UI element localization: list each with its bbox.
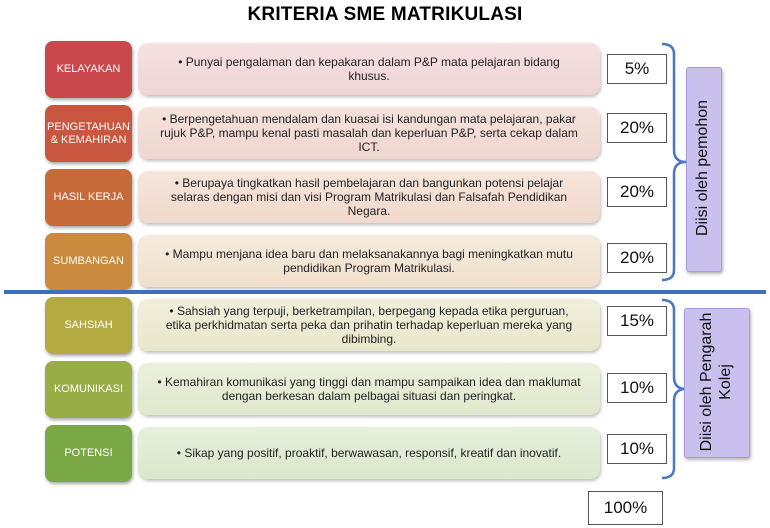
criterion-weight-sahsiah: 15% <box>607 306 667 336</box>
criterion-weight-komunikasi: 10% <box>607 373 667 403</box>
criterion-description-kelayakan: • Punyai pengalaman dan kepakaran dalam P&P mata pelajaran bidang khusus. <box>138 43 600 95</box>
total-weight: 100% <box>588 491 663 525</box>
criterion-description-sahsiah: • Sahsiah yang terpuji, berketrampilan, berpegang kepada etika perguruan, etika perkhidmatan serta peka dan prihatin terhadap keperluan mereka yang dibimbing. <box>138 299 600 351</box>
section-divider <box>4 290 766 294</box>
criterion-weight-kelayakan: 5% <box>607 54 667 84</box>
criterion-weight-potensi: 10% <box>607 434 667 464</box>
criterion-description-komunikasi: • Kemahiran komunikasi yang tinggi dan mampu sampaikan idea dan maklumat dengan berkesan dalam pelbagai situasi dan peringkat. <box>138 363 600 415</box>
criterion-label-kelayakan: KELAYAKAN <box>45 41 132 98</box>
group-director-label: Diisi oleh Pengarah Kolej <box>698 312 734 452</box>
group-applicant-label: Diisi oleh pemohon <box>694 99 711 237</box>
criterion-weight-sumbangan: 20% <box>607 243 667 273</box>
criterion-description-sumbangan: • Mampu menjana idea baru dan melaksanakannya bagi meningkatkan mutu pendidikan Program Matrikulasi. <box>138 235 600 287</box>
criterion-label-potensi: POTENSI <box>45 425 132 482</box>
criterion-label-hasil-kerja: HASIL KERJA <box>45 169 132 226</box>
criterion-weight-pengetahuan: 20% <box>607 113 667 143</box>
criterion-label-sahsiah: SAHSIAH <box>45 297 132 354</box>
criterion-weight-hasil-kerja: 20% <box>607 177 667 207</box>
criterion-description-pengetahuan: • Berpengetahuan mendalam dan kuasai isi kandungan mata pelajaran, pakar rujuk P&P, mampu kenal pasti masalah dan keperluan P&P, serta cekap dalam ICT. <box>138 107 600 159</box>
criterion-label-pengetahuan: PENGETAHUAN & KEMAHIRAN <box>45 105 132 162</box>
page-title: KRITERIA SME MATRIKULASI <box>247 4 523 25</box>
criterion-description-hasil-kerja: • Berupaya tingkatkan hasil pembelajaran dan bangunkan potensi pelajar selaras dengan misi dan visi Program Matrikulasi dan Falsafah Pendidikan Negara. <box>138 171 600 223</box>
criterion-label-komunikasi: KOMUNIKASI <box>45 361 132 418</box>
criterion-description-potensi: • Sikap yang positif, proaktif, berwawasan, responsif, kreatif dan inovatif. <box>138 427 600 479</box>
criterion-label-sumbangan: SUMBANGAN <box>45 233 132 290</box>
